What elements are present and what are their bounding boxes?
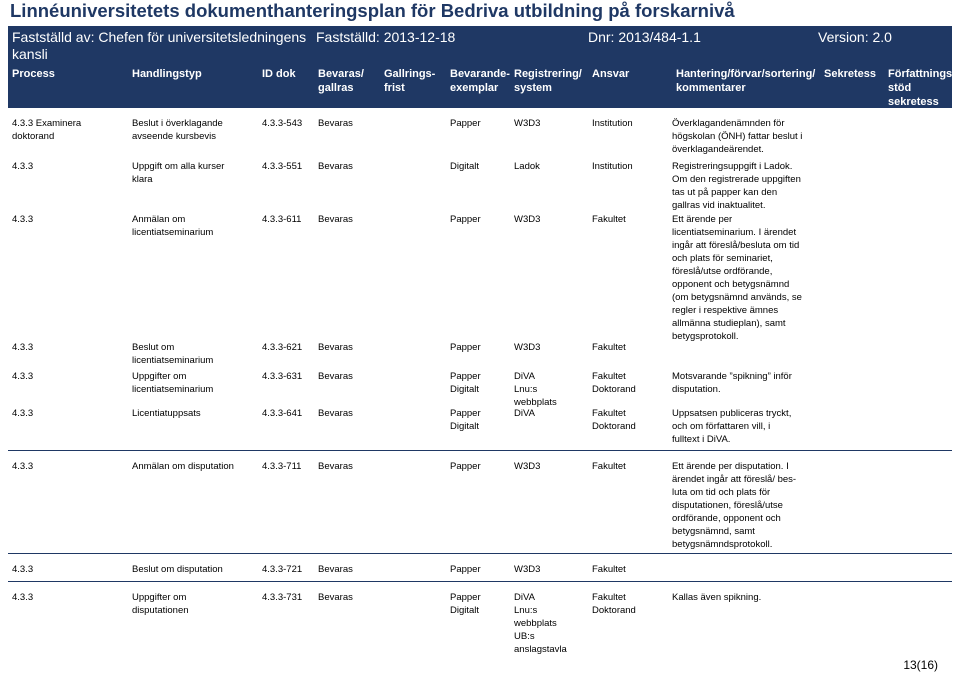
document-table-body bbox=[8, 113, 952, 661]
cell-line: Papper bbox=[450, 564, 481, 575]
cell-id bbox=[262, 213, 316, 226]
cell-bev bbox=[318, 460, 378, 473]
cell-bev bbox=[318, 563, 378, 576]
cell-line: Digitalt bbox=[450, 161, 480, 172]
cell-id bbox=[262, 160, 316, 173]
cell-line: DiVA bbox=[514, 408, 535, 419]
cell-line: Ett ärende per bbox=[672, 214, 733, 225]
cell-process bbox=[12, 341, 127, 354]
cell-line: betygsnämnd, samt bbox=[672, 526, 755, 537]
col-id-dok: ID dok bbox=[262, 68, 296, 80]
cell-line: 4.3.3-641 bbox=[262, 408, 303, 419]
cell-line: 4.3.3 bbox=[12, 592, 34, 603]
cell-line: Om den registrerade uppgiften bbox=[672, 174, 801, 185]
cell-ex bbox=[450, 370, 510, 396]
cell-line: 4.3.3-543 bbox=[262, 118, 303, 129]
cell-typ bbox=[132, 563, 257, 576]
cell-typ bbox=[132, 160, 257, 186]
cell-process bbox=[12, 213, 127, 226]
cell-typ bbox=[132, 407, 257, 420]
cell-reg bbox=[514, 407, 588, 420]
cell-line: DiVA bbox=[514, 371, 535, 382]
cell-id bbox=[262, 460, 316, 473]
cell-line: Bevaras bbox=[318, 161, 353, 172]
cell-line: anslagstavla bbox=[514, 644, 567, 655]
cell-line: 4.3.3-621 bbox=[262, 342, 303, 353]
cell-line: 4.3.3-731 bbox=[262, 592, 303, 603]
cell-hant bbox=[672, 407, 822, 446]
cell-line: Överklagandenämnden för bbox=[672, 118, 785, 129]
cell-line: 4.3.3 bbox=[12, 461, 34, 472]
cell-ansvar bbox=[592, 160, 668, 173]
cell-line: Digitalt bbox=[450, 421, 480, 432]
cell-process bbox=[12, 370, 127, 383]
cell-line: Bevaras bbox=[318, 461, 353, 472]
cell-line: Kallas även spikning. bbox=[672, 592, 762, 603]
cell-line: Institution bbox=[592, 118, 633, 129]
col-bevaras: Bevaras/ gallras bbox=[318, 68, 364, 94]
cell-reg bbox=[514, 370, 588, 409]
cell-line: disputation. bbox=[672, 384, 721, 395]
row-separator bbox=[8, 581, 952, 582]
cell-line: webbplats bbox=[514, 618, 557, 629]
cell-line: Fakultet bbox=[592, 461, 626, 472]
cell-ansvar bbox=[592, 591, 668, 617]
cell-line: doktorand bbox=[12, 131, 55, 142]
cell-line: Bevaras bbox=[318, 371, 353, 382]
cell-ex bbox=[450, 160, 510, 173]
cell-line: Lnu:s bbox=[514, 605, 538, 616]
col-hantering: Hantering/förvar/sortering/ kommentarer bbox=[676, 68, 816, 94]
cell-typ bbox=[132, 370, 257, 396]
cell-line: Papper bbox=[450, 118, 481, 129]
cell-reg bbox=[514, 117, 588, 130]
cell-line: 4.3.3-551 bbox=[262, 161, 303, 172]
cell-line: Licentiatuppsats bbox=[132, 408, 201, 419]
col-registrering: Registrering/ system bbox=[514, 68, 582, 94]
cell-line: webbplats bbox=[514, 397, 557, 408]
cell-reg bbox=[514, 341, 588, 354]
cell-bev bbox=[318, 117, 378, 130]
cell-line: Digitalt bbox=[450, 605, 480, 616]
cell-line: Ladok bbox=[514, 161, 540, 172]
cell-line: och om författaren vill, i bbox=[672, 421, 771, 432]
cell-line: Bevaras bbox=[318, 408, 353, 419]
cell-process bbox=[12, 407, 127, 420]
cell-line: W3D3 bbox=[514, 214, 541, 225]
cell-line: W3D3 bbox=[514, 564, 541, 575]
cell-hant bbox=[672, 460, 822, 551]
cell-line: 4.3.3 bbox=[12, 408, 34, 419]
cell-line: Papper bbox=[450, 461, 481, 472]
cell-line: (om betygsnämnd används, se bbox=[672, 292, 802, 303]
cell-line: Lnu:s bbox=[514, 384, 538, 395]
cell-line: Fakultet bbox=[592, 564, 626, 575]
cell-line: 4.3.3 bbox=[12, 342, 34, 353]
cell-line: Doktorand bbox=[592, 384, 636, 395]
cell-reg bbox=[514, 160, 588, 173]
cell-reg bbox=[514, 213, 588, 226]
cell-line: tas ut på papper kan den bbox=[672, 187, 778, 198]
cell-bev bbox=[318, 160, 378, 173]
cell-typ bbox=[132, 117, 257, 143]
version: Version: 2.0 bbox=[818, 29, 892, 45]
cell-line: Papper bbox=[450, 408, 481, 419]
cell-line: Bevaras bbox=[318, 118, 353, 129]
cell-ansvar bbox=[592, 341, 668, 354]
cell-line: högskolan (ÖNH) fattar beslut i bbox=[672, 131, 803, 142]
cell-typ bbox=[132, 341, 257, 367]
cell-ansvar bbox=[592, 117, 668, 130]
cell-line: klara bbox=[132, 174, 153, 185]
cell-line: Motsvarande ”spikning” inför bbox=[672, 371, 792, 382]
cell-ex bbox=[450, 117, 510, 130]
cell-line: licentiatseminarium bbox=[132, 355, 214, 366]
col-ansvar: Ansvar bbox=[592, 68, 630, 80]
cell-line: Institution bbox=[592, 161, 633, 172]
row-separator bbox=[8, 450, 952, 451]
cell-ansvar bbox=[592, 563, 668, 576]
cell-line: regler i respektive ämnes bbox=[672, 305, 779, 316]
cell-typ bbox=[132, 213, 257, 239]
cell-line: Bevaras bbox=[318, 342, 353, 353]
cell-line: licentiatseminarium bbox=[132, 227, 214, 238]
approved-by: Fastställd av: Chefen för universitetsledningens kansli bbox=[12, 29, 307, 62]
cell-ansvar bbox=[592, 370, 668, 396]
cell-line: Papper bbox=[450, 214, 481, 225]
cell-line: W3D3 bbox=[514, 342, 541, 353]
cell-process bbox=[12, 460, 127, 473]
cell-line: Bevaras bbox=[318, 564, 353, 575]
col-gallringsfrist: Gallrings- frist bbox=[384, 68, 436, 94]
cell-bev bbox=[318, 591, 378, 604]
cell-ex bbox=[450, 407, 510, 433]
row-separator bbox=[8, 553, 952, 554]
cell-line: Ett ärende per disputation. I bbox=[672, 461, 789, 472]
cell-reg bbox=[514, 460, 588, 473]
cell-line: fulltext i DiVA. bbox=[672, 434, 731, 445]
cell-line: avseende kursbevis bbox=[132, 131, 216, 142]
cell-bev bbox=[318, 370, 378, 383]
cell-line: Fakultet bbox=[592, 408, 626, 419]
cell-line: Doktorand bbox=[592, 421, 636, 432]
cell-line: Papper bbox=[450, 371, 481, 382]
cell-ansvar bbox=[592, 407, 668, 433]
cell-line: betygsprotokoll. bbox=[672, 331, 739, 342]
cell-line: Bevaras bbox=[318, 214, 353, 225]
cell-line: allmänna studieplan), samt bbox=[672, 318, 786, 329]
document-title: Linnéuniversitetets dokumenthanteringsplan för Bedriva utbildning på forskarnivå bbox=[10, 0, 735, 21]
cell-line: gallras vid inaktualitet. bbox=[672, 200, 766, 211]
cell-id bbox=[262, 117, 316, 130]
cell-line: 4.3.3-611 bbox=[262, 214, 302, 225]
cell-line: 4.3.3-721 bbox=[262, 564, 303, 575]
cell-line: 4.3.3 Examinera bbox=[12, 118, 82, 129]
cell-line: 4.3.3 bbox=[12, 161, 34, 172]
cell-process bbox=[12, 117, 127, 143]
cell-line: Beslut om bbox=[132, 342, 175, 353]
cell-ex bbox=[450, 341, 510, 354]
col-process: Process bbox=[12, 68, 55, 80]
cell-hant bbox=[672, 160, 822, 212]
cell-typ bbox=[132, 591, 257, 617]
cell-process bbox=[12, 591, 127, 604]
cell-line: föreslå/utse ordförande, bbox=[672, 266, 773, 277]
cell-id bbox=[262, 563, 316, 576]
cell-id bbox=[262, 370, 316, 383]
cell-line: Bevaras bbox=[318, 592, 353, 603]
cell-ex bbox=[450, 591, 510, 617]
cell-line: Registreringsuppgift i Ladok. bbox=[672, 161, 793, 172]
cell-id bbox=[262, 341, 316, 354]
cell-line: DiVA bbox=[514, 592, 535, 603]
cell-id bbox=[262, 407, 316, 420]
cell-line: Uppgifter om bbox=[132, 592, 187, 603]
col-handlingstyp: Handlingstyp bbox=[132, 68, 202, 80]
cell-line: ingår att föreslå/besluta om tid bbox=[672, 240, 800, 251]
cell-line: 4.3.3 bbox=[12, 214, 34, 225]
cell-line: 4.3.3 bbox=[12, 564, 34, 575]
page-number: 13(16) bbox=[903, 658, 938, 672]
cell-bev bbox=[318, 407, 378, 420]
cell-process bbox=[12, 563, 127, 576]
cell-line: Uppsatsen publiceras tryckt, bbox=[672, 408, 792, 419]
cell-line: Beslut i överklagande bbox=[132, 118, 223, 129]
cell-id bbox=[262, 591, 316, 604]
cell-line: Fakultet bbox=[592, 342, 626, 353]
cell-line: Anmälan om bbox=[132, 214, 186, 225]
column-header bbox=[8, 64, 956, 108]
cell-line: Fakultet bbox=[592, 592, 626, 603]
cell-line: luta om tid och plats för bbox=[672, 487, 771, 498]
cell-line: W3D3 bbox=[514, 118, 541, 129]
cell-reg bbox=[514, 563, 588, 576]
cell-line: W3D3 bbox=[514, 461, 541, 472]
cell-line: ärendet ingår att föreslå/ bes- bbox=[672, 474, 797, 485]
document-meta-header bbox=[8, 26, 952, 64]
cell-line: Digitalt bbox=[450, 384, 480, 395]
cell-ex bbox=[450, 563, 510, 576]
cell-line: betygsnämndsprotokoll. bbox=[672, 539, 773, 550]
cell-hant bbox=[672, 370, 822, 396]
col-sekretess: Sekretess bbox=[824, 68, 876, 80]
dnr: Dnr: 2013/484-1.1 bbox=[588, 29, 701, 45]
cell-line: 4.3.3 bbox=[12, 371, 34, 382]
cell-hant bbox=[672, 117, 822, 156]
cell-line: disputationen bbox=[132, 605, 189, 616]
cell-line: Fakultet bbox=[592, 214, 626, 225]
cell-line: överklagandeärendet. bbox=[672, 144, 764, 155]
cell-bev bbox=[318, 213, 378, 226]
approved-date: Fastställd: 2013-12-18 bbox=[316, 29, 456, 45]
cell-line: 4.3.3-711 bbox=[262, 461, 302, 472]
cell-line: disputationen, föreslå/utse bbox=[672, 500, 783, 511]
cell-ansvar bbox=[592, 213, 668, 226]
cell-line: Papper bbox=[450, 342, 481, 353]
cell-line: Papper bbox=[450, 592, 481, 603]
cell-line: Anmälan om disputation bbox=[132, 461, 234, 472]
cell-line: UB:s bbox=[514, 631, 535, 642]
cell-line: 4.3.3-631 bbox=[262, 371, 303, 382]
cell-line: licentiatseminarium bbox=[132, 384, 214, 395]
cell-ex bbox=[450, 460, 510, 473]
cell-line: licentiatseminarium. I ärendet bbox=[672, 227, 797, 238]
cell-process bbox=[12, 160, 127, 173]
cell-line: Uppgifter om bbox=[132, 371, 187, 382]
cell-line: Beslut om disputation bbox=[132, 564, 223, 575]
cell-reg bbox=[514, 591, 588, 656]
cell-line: opponent och betygsnämnd bbox=[672, 279, 790, 290]
cell-bev bbox=[318, 341, 378, 354]
col-forfattningsstod: Författnings- stöd sekretess bbox=[888, 68, 956, 108]
cell-line: och plats för seminariet, bbox=[672, 253, 773, 264]
col-bevarandeexemplar: Bevarande- exemplar bbox=[450, 68, 510, 94]
cell-hant bbox=[672, 591, 822, 604]
cell-hant bbox=[672, 213, 822, 343]
cell-line: Doktorand bbox=[592, 605, 636, 616]
cell-line: Fakultet bbox=[592, 371, 626, 382]
cell-ex bbox=[450, 213, 510, 226]
cell-ansvar bbox=[592, 460, 668, 473]
cell-line: Uppgift om alla kurser bbox=[132, 161, 225, 172]
cell-typ bbox=[132, 460, 257, 473]
cell-line: ordförande, opponent och bbox=[672, 513, 781, 524]
